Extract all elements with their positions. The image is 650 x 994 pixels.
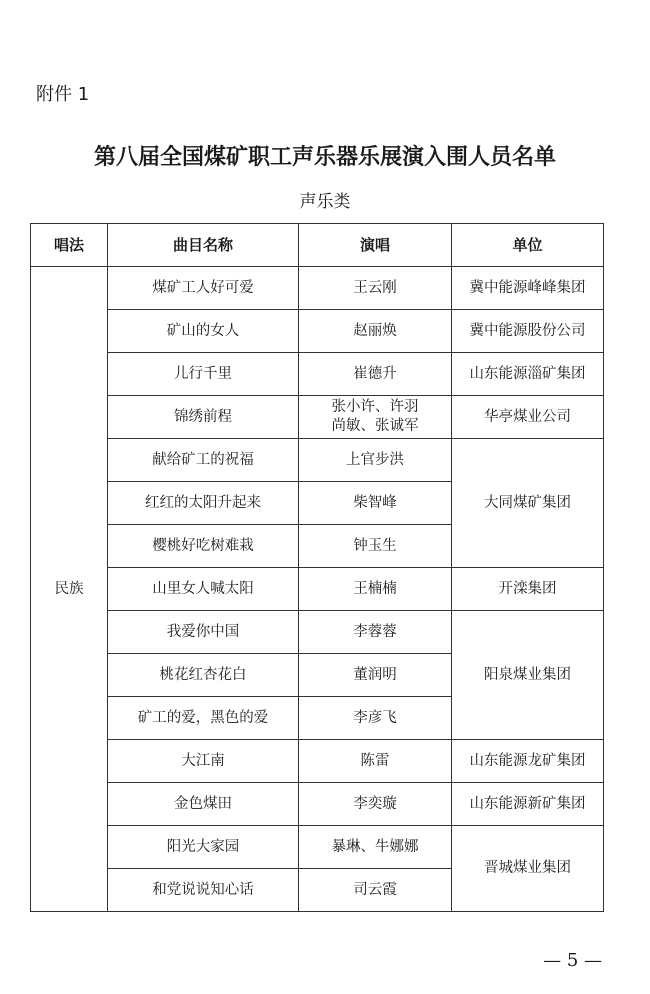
category-cell: 民族: [31, 267, 108, 912]
singer-cell: 上官步洪: [299, 439, 452, 482]
song-cell: 矿山的女人: [108, 310, 299, 353]
table-row: [31, 396, 604, 439]
song-cell: 樱桃好吃树难栽: [108, 525, 299, 568]
unit-cell: 冀中能源峰峰集团: [452, 267, 604, 310]
song-cell: 煤矿工人好可爱: [108, 267, 299, 310]
singer-line: 尚敏、张诚军: [331, 418, 419, 434]
song-cell: 红红的太阳升起来: [108, 482, 299, 525]
table-row: [31, 826, 604, 869]
song-cell: 我爱你中国: [108, 611, 299, 654]
singer-cell: 陈雷: [299, 740, 452, 783]
singer-cell: [299, 396, 452, 439]
singer-cell: 李奕璇: [299, 783, 452, 826]
singer-cell: 赵丽焕: [299, 310, 452, 353]
singer-cell: 王云刚: [299, 267, 452, 310]
song-cell: 山里女人喊太阳: [108, 568, 299, 611]
unit-cell: 冀中能源股份公司: [452, 310, 604, 353]
table-row: [31, 353, 604, 396]
unit-cell: 山东能源龙矿集团: [452, 740, 604, 783]
singer-cell: 崔德升: [299, 353, 452, 396]
table-row: [31, 310, 604, 353]
unit-cell: 华亭煤业公司: [452, 396, 604, 439]
table-row: [31, 611, 604, 654]
table-row: [31, 740, 604, 783]
singer-cell: 司云霞: [299, 869, 452, 912]
song-cell: 锦绣前程: [108, 396, 299, 439]
unit-cell: 大同煤矿集团: [452, 439, 604, 568]
song-cell: 桃花红杏花白: [108, 654, 299, 697]
table-row: [31, 439, 604, 482]
page-number: — 5 —: [543, 950, 602, 971]
unit-cell: 晋城煤业集团: [452, 826, 604, 912]
page-title: 第八届全国煤矿职工声乐器乐展演入围人员名单: [93, 144, 556, 170]
unit-cell: 山东能源新矿集团: [452, 783, 604, 826]
singer-cell: 李蓉蓉: [299, 611, 452, 654]
song-cell: 金色煤田: [108, 783, 299, 826]
unit-cell: 阳泉煤业集团: [452, 611, 604, 740]
singer-line: 张小许、许羽: [331, 399, 419, 415]
singer-cell: 暴琳、牛娜娜: [299, 826, 452, 869]
header-style: 唱法: [31, 224, 108, 267]
section-subtitle: 声乐类: [299, 192, 351, 212]
song-cell: 矿工的爱，黑色的爱: [108, 697, 299, 740]
header-song: 曲目名称: [108, 224, 299, 267]
song-cell: 阳光大家园: [108, 826, 299, 869]
table-row: [31, 568, 604, 611]
song-cell: 儿行千里: [108, 353, 299, 396]
singer-cell: 王楠楠: [299, 568, 452, 611]
header-singer: 演唱: [299, 224, 452, 267]
singer-cell: 董润明: [299, 654, 452, 697]
unit-cell: 开滦集团: [452, 568, 604, 611]
unit-cell: 山东能源淄矿集团: [452, 353, 604, 396]
singer-cell: 钟玉生: [299, 525, 452, 568]
nominee-table: [30, 223, 604, 912]
table-row: [31, 267, 604, 310]
song-cell: 大江南: [108, 740, 299, 783]
singer-cell: 李彦飞: [299, 697, 452, 740]
song-cell: 献给矿工的祝福: [108, 439, 299, 482]
singer-cell: 柴智峰: [299, 482, 452, 525]
song-cell: 和党说说知心话: [108, 869, 299, 912]
attachment-label: 附件 1: [36, 84, 90, 105]
table-header-row: [31, 224, 604, 267]
table-row: [31, 783, 604, 826]
header-unit: 单位: [452, 224, 604, 267]
